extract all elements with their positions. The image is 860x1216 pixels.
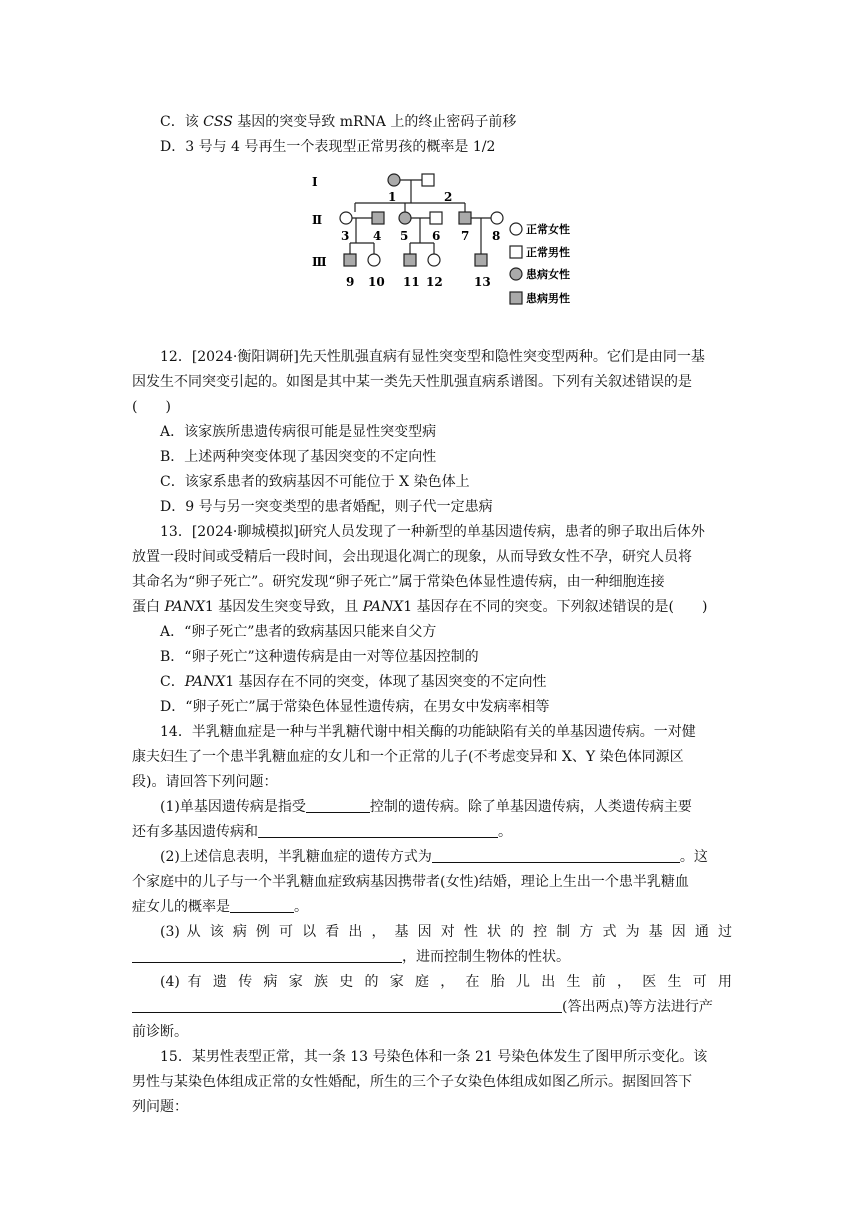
option-12b: B．上述两种突变体现了基因突变的不定向性 [160,449,437,465]
q13-line-1: 13．[2024·聊城模拟]研究人员发现了一种新型的单基因遗传病，患者的卵子取出后体外 [160,524,705,540]
q14-part-2: (2)上述信息表明，半乳糖血症的遗传方式为 。这 [132,845,732,870]
q13-line-4: 蛋白 PANX1 基因发生突变导致，且 PANX1 基因存在不同的突变。下列叙述错误的是( ) [132,599,708,615]
option-12a: A．该家族所患遗传病很可能是显性突变型病 [160,424,437,440]
answer-blank-6[interactable] [132,996,562,1013]
answer-blank-1[interactable] [306,796,370,813]
q14-part-2-end: 症女儿的概率是 。 [132,895,732,920]
q14-line-1: 14．半乳糖血症是一种与半乳糖代谢中相关酶的功能缺陷有关的单基因遗传病。一对健 [160,724,696,740]
individual-13 [475,254,487,266]
individual-11 [404,254,416,266]
option-13c: C．PANX1 基因存在不同的突变，体现了基因突变的不定向性 [160,674,547,690]
option-11c: C．该 CSS 基因的突变导致 mRNA 上的终止密码子前移 [160,114,517,130]
svg-text:6: 6 [432,229,441,243]
legend-normal-male: 正常男性 [526,246,570,259]
q14-line-2: 康夫妇生了一个患半乳糖血症的女儿和一个正常的儿子(不考虑变异和 X、Y 染色体同源区 [132,749,684,765]
q14-part-4: (4) 有 遗 传 病 家 族 史 的 家 庭 ， 在 胎 儿 出 生 前 ， 医 生 可 用 [160,974,732,990]
individual-3 [340,212,352,224]
q13-line-3: 其命名为“卵子死亡”。研究发现“卵子死亡”属于常染色体显性遗传病，由一种细胞连接 [132,574,665,590]
svg-text:3: 3 [341,229,350,243]
individual-12 [428,254,440,266]
svg-text:13: 13 [474,275,491,289]
svg-text:11: 11 [403,275,420,289]
pedigree-chart [310,168,600,313]
q14-part-1-cont: 还有多基因遗传病和 。 [132,820,732,845]
legend-affected-female: 患病女性 [526,268,570,281]
option-13d: D．“卵子死亡”属于常染色体显性遗传病，在男女中发病率相等 [160,699,550,715]
svg-text:12: 12 [426,275,443,289]
questions-block [132,345,732,1120]
q15-line-3: 列问题： [132,1099,188,1115]
answer-blank-3[interactable] [432,846,680,863]
q12-line-1: 12．[2024·衡阳调研]先天性肌强直病有显性突变型和隐性突变型两种。它们是由同一基 [160,349,705,365]
gen-label-1: Ⅰ [312,175,318,189]
individual-9 [344,254,356,266]
svg-text:9: 9 [346,275,355,289]
svg-text:2: 2 [444,190,453,204]
q14-part-2-cont: 个家庭中的儿子与一个半乳糖血症致病基因携带者(女性)结婚，理论上生出一个患半乳糖血 [132,874,689,890]
option-12d: D．9 号与另一突变类型的患者婚配，则子代一定患病 [160,499,493,515]
svg-text:1: 1 [388,190,397,204]
q14-line-3: 段)。请回答下列问题： [132,774,278,790]
svg-text:5: 5 [400,229,409,243]
legend-normal-female: 正常女性 [526,223,570,236]
individual-1 [388,174,400,186]
svg-text:8: 8 [492,229,501,243]
q13-line-2: 放置一段时间或受精后一段时间，会出现退化凋亡的现象，从而导致女性不孕，研究人员将 [132,549,692,565]
q15-line-2: 男性与某染色体组成正常的女性婚配，所生的三个子女染色体组成如图乙所示。据图回答下 [132,1074,692,1090]
individual-5 [399,212,411,224]
svg-text:7: 7 [461,229,470,243]
answer-blank-4[interactable] [230,896,294,913]
individual-7 [459,212,471,224]
q14-part-1: (1)单基因遗传病是指受 控制的遗传病。除了单基因遗传病，人类遗传病主要 [132,795,732,820]
q14-part-3-cont: ，进而控制生物体的性状。 [132,945,732,970]
individual-2 [422,174,434,186]
q15-line-1: 15．某男性表型正常，其一条 13 号染色体和一条 21 号染色体发生了图甲所示变化。该 [160,1049,708,1065]
answer-blank-5[interactable] [132,946,402,963]
legend [510,223,522,304]
gen-label-2: Ⅱ [312,213,323,227]
individual-8 [491,212,503,224]
individual-6 [430,212,442,224]
q14-part-4-cont: (答出两点)等方法进行产 [132,995,732,1020]
individual-10 [368,254,380,266]
svg-text:4: 4 [373,229,382,243]
option-13a: A．“卵子死亡”患者的致病基因只能来自父方 [160,624,437,640]
option-11d: D．3 号与 4 号再生一个表现型正常男孩的概率是 1/2 [160,139,496,155]
option-12c: C．该家系患者的致病基因不可能位于 X 染色体上 [160,474,470,490]
gen-label-3: Ⅲ [312,255,327,269]
q14-part-3: (3) 从 该 病 例 可 以 看 出 ， 基 因 对 性 状 的 控 制 方 式 为 基 因 通 过 [160,924,732,940]
document-page [132,114,732,160]
q14-part-4-end: 前诊断。 [132,1024,188,1040]
individual-4 [372,212,384,224]
svg-text:10: 10 [368,275,385,289]
legend-affected-male: 患病男性 [526,292,570,305]
q12-line-3: ( ) [132,399,171,415]
q12-line-2: 因发生不同突变引起的。如图是其中某一类先天性肌强直病系谱图。下列有关叙述错误的是 [132,374,692,390]
option-13b: B．“卵子死亡”这种遗传病是由一对等位基因控制的 [160,649,479,665]
answer-blank-2[interactable] [258,821,498,838]
